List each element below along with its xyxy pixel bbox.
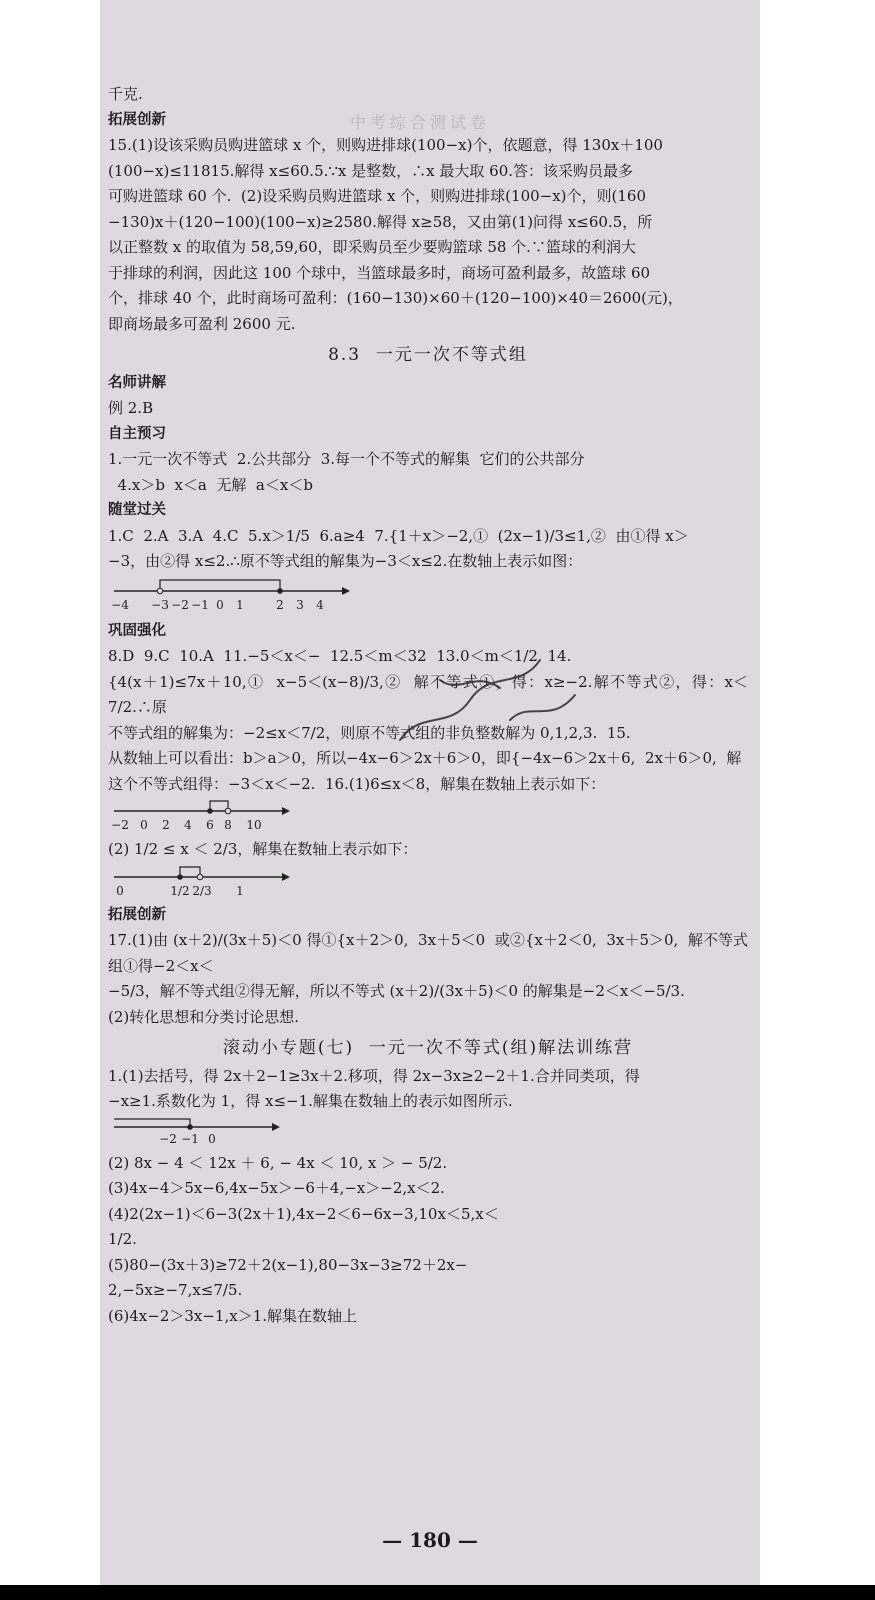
tick-label: 0 — [208, 1131, 216, 1146]
text-line: 以正整数 x 的取值为 58,59,60，即采购员至少要购篮球 58 个.∵篮球的利润大 — [108, 238, 636, 256]
section-heading: 巩固强化 — [108, 622, 166, 639]
tick-label: −2 — [159, 1131, 177, 1146]
text-line: 1.C 2.A 3.A 4.C 5.x＞1/5 6.a≥4 7.{1＋x＞−2,① (2x−1)/3≤1,② 由①得 x＞ — [108, 526, 689, 545]
text-line: (2) 8x − 4 ＜ 12x ＋ 6, − 4x ＜ 10, x ＞ − 5/2. — [108, 1153, 448, 1172]
tick-label: 2 — [276, 597, 284, 612]
tick-label: 1 — [236, 883, 244, 898]
handwritten-scribble — [380, 640, 600, 760]
text-line: (5)80−(3x＋3)≥72＋2(x−1),80−3x−3≥72＋2x− — [108, 1255, 468, 1274]
text-line: −3，由②得 x≤2.∴原不等式组的解集为−3＜x≤2.在数轴上表示如图： — [108, 552, 583, 570]
tick-label: 0 — [216, 597, 224, 612]
text-line: 这个不等式组得：−3＜x＜−2. 16.(1)6≤x＜8，解集在数轴上表示如下： — [108, 774, 606, 793]
tick-label: −4 — [111, 597, 129, 612]
scan-bottom-edge — [0, 1585, 875, 1600]
tick-label: −2 — [171, 597, 189, 612]
text-line: 千克. — [108, 85, 143, 103]
tick-label: 0 — [140, 818, 148, 832]
number-line — [110, 577, 350, 615]
number-line — [110, 865, 290, 899]
tick-label: −1 — [181, 1131, 199, 1146]
text-line: 1.(1)去括号，得 2x＋2−1≥3x＋2.移项，得 2x−3x≥2−2＋1.合并同类项，得 — [108, 1066, 640, 1085]
tick-label: −3 — [151, 597, 169, 612]
scan-right-margin — [760, 0, 875, 1600]
text-line: 1/2. — [108, 1230, 137, 1248]
text-line: (2)转化思想和分类讨论思想. — [108, 1007, 300, 1026]
section-heading: 随堂过关 — [108, 502, 166, 518]
text-line: 15.(1)设该采购员购进篮球 x 个，则购进排球(100−x)个，依题意，得 130x＋100 — [108, 136, 663, 154]
tick-label: 4 — [184, 818, 192, 832]
text-line: 于排球的利润，因此这 100 个球中，当篮球最多时，商场可盈利最多，故篮球 60 — [108, 263, 651, 282]
tick-label: −1 — [191, 597, 209, 612]
text-line: 1.一元一次不等式 2.公共部分 3.每一个不等式的解集 它们的公共部分 — [108, 450, 585, 468]
section-heading: 名师讲解 — [108, 374, 166, 391]
text-line: 17.(1)由 (x＋2)/(3x＋5)＜0 得①{x＋2＞0, 3x＋5＜0 或②{x＋2＜0, 3x＋5＞0, 解不等式组①得−2＜x＜ — [108, 931, 748, 975]
tick-label: −2 — [111, 818, 129, 832]
section-heading: 自主预习 — [108, 425, 166, 442]
text-line: (100−x)≤11815.解得 x≤60.5.∵x 是整数，∴x 最大取 60.答：该采购员最多 — [108, 161, 634, 180]
text-line: 不等式组的解集为：−2≤x＜7/2，则原不等式组的非负整数解为 0,1,2,3. 15. — [108, 723, 631, 742]
tick-label: 1/2 — [170, 883, 190, 898]
section-title: 滚动小专题(七) 一元一次不等式(组)解法训练营 — [222, 1038, 634, 1058]
tick-label: 2/3 — [192, 883, 212, 898]
text-line: (2) 1/2 ≤ x ＜ 2/3，解集在数轴上表示如下： — [108, 840, 418, 858]
textbook-answer-page — [100, 0, 760, 1585]
text-line: −5/3，解不等式组②得无解，所以不等式 (x＋2)/(3x＋5)＜0 的解集是−2＜x＜−5/3. — [108, 982, 685, 1000]
tick-label: 8 — [224, 818, 232, 832]
section-heading: 拓展创新 — [108, 906, 166, 923]
tick-label: 10 — [246, 818, 262, 832]
section-title: 8.3 一元一次不等式组 — [328, 345, 528, 365]
page-number: — 180 — — [382, 1528, 478, 1552]
text-line: (3)4x−4＞5x−6,4x−5x＞−6＋4,−x＞−2,x＜2. — [108, 1179, 445, 1197]
tick-label: 6 — [206, 818, 214, 832]
number-line — [110, 1117, 280, 1147]
text-line: {4(x＋1)≤7x＋10,① x−5＜(x−8)/3,② 解不等式①，得：x≥−2.解不等式②，得：x＜7/2.∴原 — [108, 672, 748, 716]
scan-left-margin — [0, 0, 100, 1600]
text-line: 例 2.B — [108, 399, 154, 417]
text-line: 8.D 9.C 10.A 11.−5＜x＜− 12.5＜m＜32 13.0＜m＜1/2 14. — [108, 647, 572, 665]
tick-label: 2 — [162, 818, 170, 832]
text-line: 4.x＞b x＜a 无解 a＜x＜b — [108, 475, 313, 494]
tick-label: 4 — [316, 597, 324, 612]
bleed-through-text: 中考综合测试卷 — [350, 113, 491, 132]
text-line: −x≥1.系数化为 1，得 x≤−1.解集在数轴上的表示如图所示. — [108, 1092, 513, 1110]
text-line: (6)4x−2＞3x−1,x＞1.解集在数轴上 — [108, 1306, 358, 1325]
tick-label: 3 — [296, 597, 304, 612]
text-line: 2,−5x≥−7,x≤7/5. — [108, 1281, 243, 1299]
number-line — [110, 799, 290, 833]
text-line: 个，排球 40 个，此时商场可盈利：(160−130)×60＋(120−100)×40＝2600(元)， — [108, 289, 683, 307]
tick-label: 0 — [116, 883, 124, 898]
section-heading: 拓展创新 — [108, 111, 166, 128]
text-line: 可购进篮球 60 个. (2)设采购员购进篮球 x 个，则购进排球(100−x)个，则(160 — [108, 187, 647, 205]
tick-label: 1 — [236, 597, 244, 612]
text-line: 即商场最多可盈利 2600 元. — [108, 314, 296, 333]
text-line: 从数轴上可以看出：b＞a＞0，所以−4x−6＞2x＋6＞0，即{−4x−6＞2x＋6, 2x＋6＞0, 解 — [108, 749, 742, 767]
text-line: (4)2(2x−1)＜6−3(2x＋1),4x−2＜6−6x−3,10x＜5,x＜ — [108, 1204, 499, 1223]
text-line: −130)x＋(120−100)(100−x)≥2580.解得 x≥58，又由第(1)问得 x≤60.5，所 — [108, 212, 653, 231]
